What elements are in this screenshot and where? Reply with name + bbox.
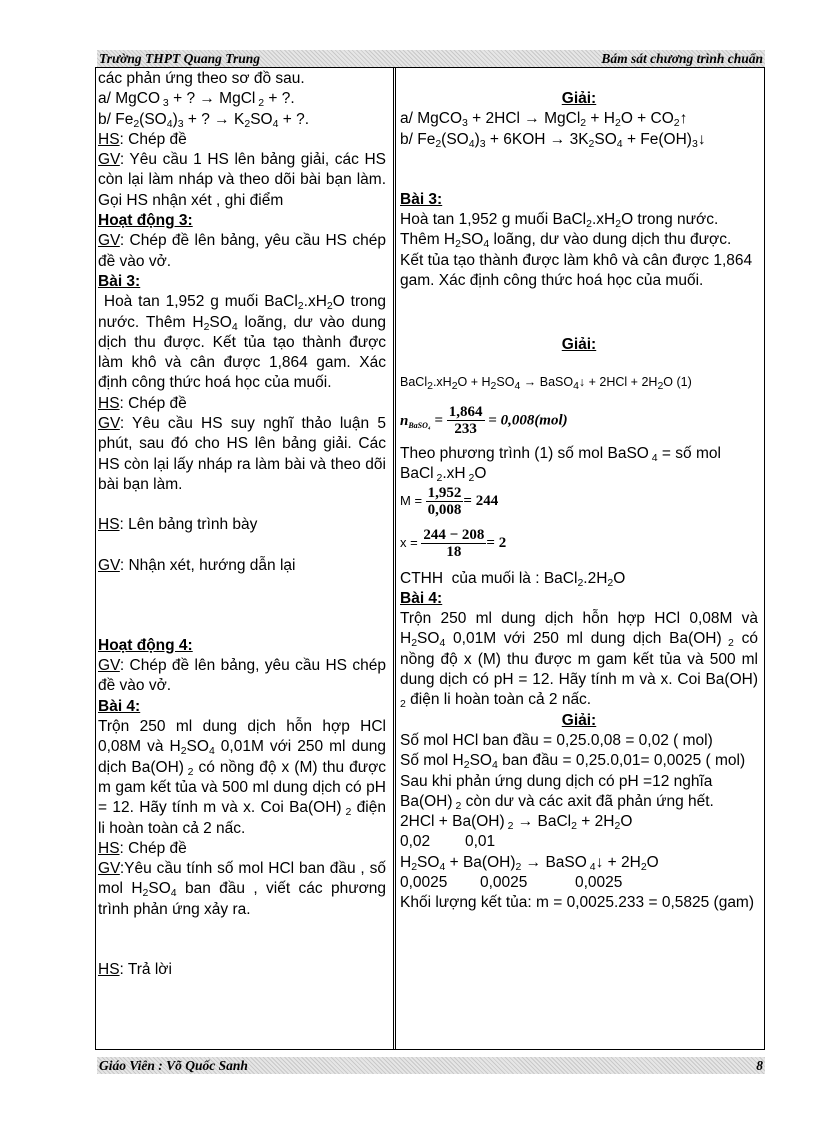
page-footer: [97, 1057, 765, 1074]
hs-copy-3: HS: Chép đề: [98, 839, 187, 857]
intro-line: các phản ứng theo sơ đồ sau.: [98, 70, 305, 87]
solution-heading-3: Giải:: [561, 711, 597, 729]
school-name: Trường THPT Quang Trung: [99, 51, 260, 66]
gv-instruction-2: GV: Chép đề lên bảng, yêu cầu HS chép đề vào vở.: [98, 232, 386, 270]
answer-a: a/ MgCO$_3$ + 2HCl → MgCl$_2$ + $H_2O$ + $CO_2↑$: [400, 110, 688, 130]
x-formula: x = $\frac{244 - 208}{18}$ = 2: [400, 526, 507, 560]
after-reaction: Sau khi phản ứng dung dịch có pH =12 nghĩa Ba(OH) $_2$ còn dư và các axit đã phản ứng hết.: [400, 772, 714, 812]
exercise-3-text-right: Hoà tan 1,952 g muối $BaCl_2.xH_2O$ trong nước. Thêm $H_2SO_4$ loãng, dư vào dung dịch thu được. Kết tủa tạo thành được làm khô và cân được 1,864 gam. Xác định công thức hoá học của muối.: [400, 211, 753, 290]
theo-equation: Theo phương trình (1) số mol BaSO $_4$ = số mol BaCl $_2$.xH $_2$O: [400, 444, 721, 485]
reaction-hcl-mol: 0,02 0,01: [400, 833, 496, 851]
exercise-3-text: Hoà tan 1,952 g muối $BaCl_2.xH_2O$ trong nước. Thêm $H_2SO_4$ loãng, dư vào dung dịch thu được. Kết tủa tạo thành được làm khô và cân được 1,864 gam. Xác định công thức hoá học của muối.: [98, 293, 386, 392]
solution-heading-2: Giải:: [561, 336, 597, 354]
x-fraction: $\frac{244 - 208}{18}$: [423, 526, 485, 560]
equation-a: a/ MgCO $_3$ + ? → MgCl $_2$ + ?.: [98, 90, 295, 110]
reaction-hcl: 2HCl + Ba(OH) $_2$ → BaCl$_2$ + $2H_2O$: [400, 813, 633, 833]
hs-answer: HS: Trả lời: [98, 960, 172, 978]
reaction-h2so4-mol: 0,0025 0,0025 0,0025: [400, 874, 623, 892]
n-baso4-formula: $n_{BaSO_4}$ = $\frac{1,864}{233}$ = 0,008(mol): [400, 403, 568, 437]
cthh-result: CTHH của muối là : $BaCl_2.2H_2O$: [400, 569, 626, 589]
exercise-4-heading: Bài 4:: [98, 697, 141, 715]
exercise-4-heading-right: Bài 4:: [400, 589, 443, 607]
equation-b: b/ $Fe_2(SO_4)_3$ + ? → $K_2SO_4$ + ?.: [98, 110, 310, 130]
reaction-1: $BaCl_2.xH_2O + H_2SO_4$ → BaSO$_4$↓ + $2HCl + 2H_2O$ (1): [400, 374, 692, 392]
molar-mass-formula: M = $\frac{1,952}{0,008}$ = 244: [400, 484, 499, 518]
page-number: 8: [756, 1058, 763, 1073]
gv-instruction-1: GV: Yêu cầu 1 HS lên bảng giải, các HS còn lại làm nháp và theo dõi bài bạn làm. Gọi HS nhận xét , ghi điểm: [98, 151, 386, 209]
hs-copy-2: HS: Chép đề: [98, 394, 187, 412]
column-divider: [393, 67, 396, 1050]
n-fraction: $\frac{1,864}{233}$: [448, 403, 483, 437]
mol-hcl: Số mol HCl ban đầu = 0,25.0,08 = 0,02 ( mol): [400, 731, 713, 749]
hs-copy-1: HS: Chép đề: [98, 130, 187, 148]
page-header: [97, 50, 765, 67]
header-tagline: Bám sát chương trình chuẩn: [601, 51, 763, 66]
gv-instruction-4: GV: Chép đề lên bảng, yêu cầu HS chép đề vào vở.: [98, 657, 386, 695]
gv-instruction-3: GV: Yêu cầu HS suy nghĩ thảo luận 5 phút, sau đó cho HS lên bảng giải. Các HS còn lại lấy nháp ra làm bài và theo dõi bài bạn làm.: [98, 415, 386, 493]
gv-instruction-5: GV:Yêu cầu tính số mol HCl ban đầu , số mol $H_2SO_4$ ban đầu , viết các phương trình phản ứng xảy ra.: [98, 860, 386, 918]
teacher-student-activity-column: [98, 69, 386, 980]
exercise-3-heading-right: Bài 3:: [400, 190, 443, 208]
answer-b: b/ $Fe_2(SO_4)_3 + 6KOH \to 3K_2SO_4$ + $Fe(OH)_3↓$: [400, 130, 706, 150]
m-fraction: $\frac{1,952}{0,008}$: [427, 484, 462, 518]
mol-h2so4: Số mol $H_2SO_4$ ban đầu = 0,25.0,01= 0,0025 ( mol): [400, 752, 746, 772]
teacher-name: Giáo Viên : Võ Quốc Sanh: [99, 1058, 248, 1073]
activity-4-heading: Hoạt động 4:: [98, 636, 193, 654]
exercise-3-heading: Bài 3:: [98, 272, 141, 290]
precipitate-mass: Khối lượng kết tủa: m = 0,0025.233 = 0,5825 (gam): [400, 894, 755, 912]
content-column: [400, 69, 758, 914]
activity-3-heading: Hoạt động 3:: [98, 212, 193, 230]
hs-present: HS: Lên bảng trình bày: [98, 516, 258, 534]
exercise-4-text: Trộn 250 ml dung dịch hỗn hợp HCl 0,08M và $H_2SO_4$ 0,01M với 250 ml dung dịch Ba(OH) $_2$ có nồng độ x (M) thu được m gam kết tủa và 500 ml dung dịch có pH = 12. Hãy tính m và x. Coi Ba(OH) $_2$ điện li hoàn toàn cả 2 nấc.: [98, 718, 386, 837]
gv-review: GV: Nhận xét, hướng dẫn lại: [98, 556, 296, 574]
exercise-4-text-right: Trộn 250 ml dung dịch hỗn hợp HCl 0,08M và $H_2SO_4$ 0,01M với 250 ml dung dịch Ba(OH) $_2$ có nồng độ x (M) thu được m gam kết tủa và 500 ml dung dịch có pH = 12. Hãy tính m và x. Coi Ba(OH) $_2$ điện li hoàn toàn cả 2 nấc.: [400, 610, 758, 711]
solution-heading-1: Giải:: [561, 90, 597, 107]
reaction-h2so4: $H_2SO_4 + Ba(OH)_2$ → BaSO $_4$↓ + $2H_2O$: [400, 853, 659, 873]
